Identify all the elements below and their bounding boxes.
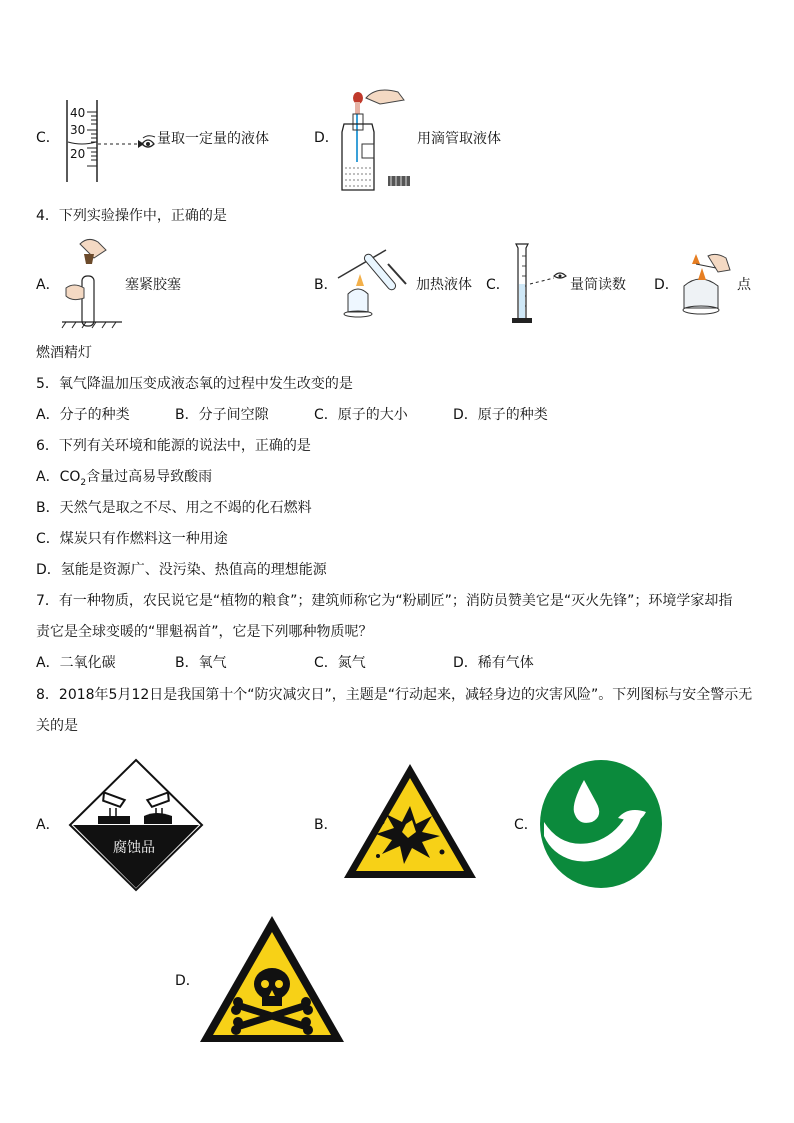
- stopper-tube-icon: [62, 236, 122, 328]
- q8-stem-line2: 关的是: [36, 718, 78, 734]
- q4-option-c-text: 量筒读数: [570, 277, 626, 293]
- q6-option-d: D．氢能是资源广、没污染、热值高的理想能源: [36, 562, 327, 578]
- q7-option-a: A．二氧化碳: [36, 655, 116, 671]
- q4-option-b-text: 加热液体: [416, 277, 472, 293]
- q4-option-a-text: 塞紧胶塞: [125, 277, 181, 293]
- q8-option-d-letter: D．: [175, 973, 200, 989]
- q4-option-d-text-a: 点: [737, 277, 751, 293]
- q3-option-d-text: 用滴管取液体: [417, 131, 501, 147]
- q4-option-c-letter: C．: [486, 277, 510, 293]
- q7-stem-line1: 7．有一种物质，农民说它是“植物的粮食”；建筑师称它为“粉刷匠”；消防员赞美它是“灭火先锋”；环境学家却指: [36, 593, 733, 609]
- q4-option-d-letter: D．: [654, 277, 679, 293]
- q5-option-b: B．分子间空隙: [175, 407, 269, 423]
- q6-option-c: C．煤炭只有作燃料这一种用途: [36, 531, 228, 547]
- q8-option-c-letter: C．: [514, 817, 538, 833]
- cylinder-tick-20: 20: [70, 147, 86, 161]
- q5-option-d: D．原子的种类: [453, 407, 548, 423]
- q3-option-c-letter: C．: [36, 130, 60, 146]
- q5-option-a: A．分子的种类: [36, 407, 130, 423]
- corrosive-sign-icon: [66, 758, 206, 892]
- q8-stem-line1: 8．2018年5月12日是我国第十个“防灾减灾日”，主题是“行动起来，减轻身边的灾害风险”。下列图标与安全警示无: [36, 687, 753, 703]
- q8-option-b-letter: B．: [314, 817, 338, 833]
- q3-option-d-letter: D．: [314, 130, 339, 146]
- q3-option-c-text: 量取一定量的液体: [157, 131, 269, 147]
- q6-option-a-sub: 2: [80, 477, 87, 488]
- cylinder-tick-40: 40: [70, 106, 86, 120]
- q4-option-b-letter: B．: [314, 277, 338, 293]
- q4-option-a-letter: A．: [36, 277, 60, 293]
- lamp-lighting-icon: [678, 250, 736, 316]
- q8-option-a-letter: A．: [36, 817, 60, 833]
- cylinder-reading-icon: [510, 240, 570, 326]
- dropper-bottle-icon: [336, 86, 416, 192]
- q7-option-d: D．稀有气体: [453, 655, 534, 671]
- q4-option-d-text-b: 燃酒精灯: [36, 345, 92, 361]
- q4-stem: 4．下列实验操作中，正确的是: [36, 208, 227, 224]
- cylinder-tick-30: 30: [70, 123, 86, 137]
- water-saving-sign-icon: [538, 758, 664, 890]
- q5-stem: 5．氧气降温加压变成液态氧的过程中发生改变的是: [36, 376, 353, 392]
- q6-option-a-pre: A．CO: [36, 469, 81, 485]
- q5-option-c: C．原子的大小: [314, 407, 408, 423]
- q6-option-a: [36, 470, 212, 488]
- explosive-sign-icon: [342, 762, 478, 880]
- q7-option-b: B．氧气: [175, 655, 227, 671]
- q6-option-a-post: 含量过高易导致酸雨: [86, 469, 213, 485]
- q7-option-c: C．氮气: [314, 655, 366, 671]
- toxic-sign-icon: [198, 914, 346, 1044]
- q6-stem: 6．下列有关环境和能源的说法中，正确的是: [36, 438, 311, 454]
- alcohol-lamp-heating-icon: [334, 244, 414, 318]
- q7-stem-line2: 责它是全球变暖的“罪魁祸首”，它是下列哪种物质呢？: [36, 624, 373, 640]
- eye-icon: [142, 136, 155, 147]
- corrosive-sign-text: 腐蚀品: [113, 840, 155, 856]
- q6-option-b: B．天然气是取之不尽、用之不竭的化石燃料: [36, 500, 312, 516]
